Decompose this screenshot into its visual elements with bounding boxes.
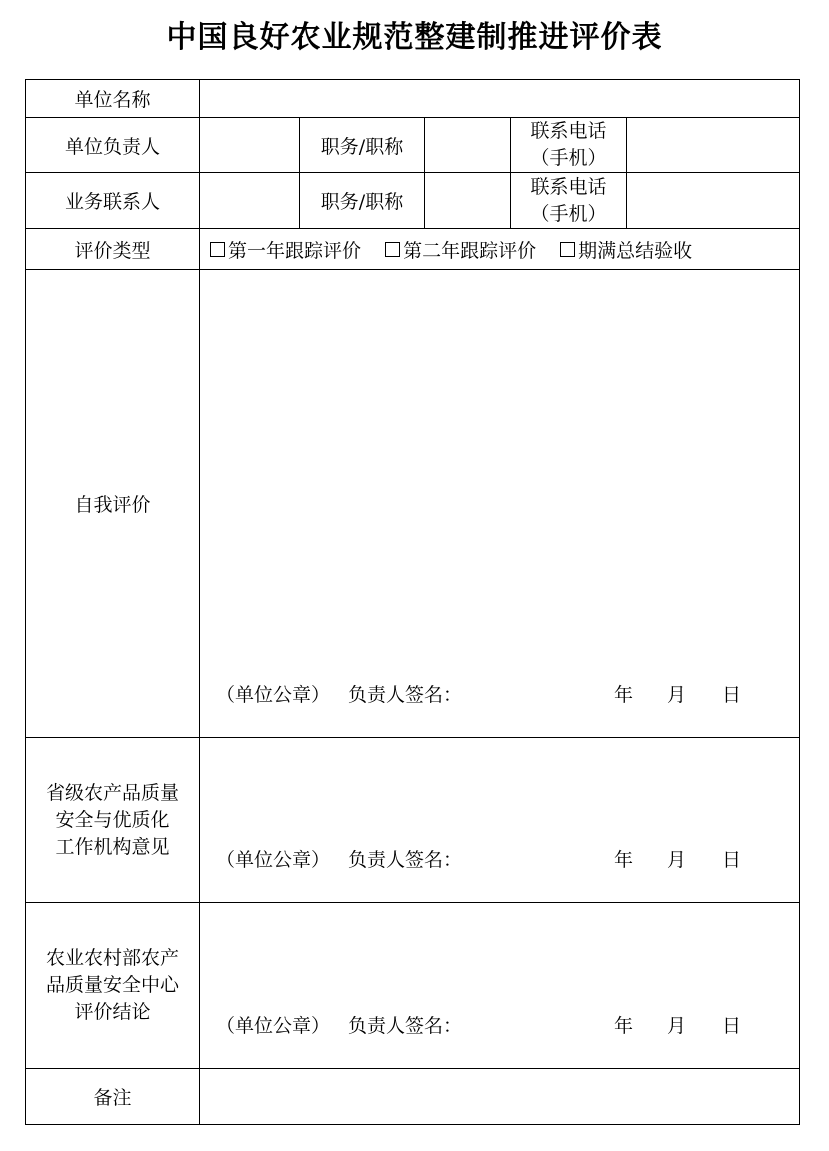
- unit-head-phone-label: [511, 118, 627, 173]
- date-labels: [614, 1011, 741, 1038]
- provincial-opinion-field[interactable]: [200, 738, 800, 903]
- phone-label-line2: （手机）: [530, 202, 607, 225]
- contact-phone-field[interactable]: [627, 173, 800, 229]
- checkbox-first-year[interactable]: [210, 242, 225, 257]
- eval-type-options: [200, 229, 800, 270]
- contact-person-label: 业务联系人: [26, 173, 200, 229]
- row-provincial-opinion: [26, 738, 800, 903]
- signature-line: [216, 1011, 776, 1038]
- unit-head-field[interactable]: [200, 118, 300, 173]
- signature-line: [216, 680, 776, 707]
- option-final-acceptance[interactable]: [560, 236, 692, 263]
- row-ministry-conclusion: [26, 903, 800, 1069]
- provincial-label-line1: 省级农产品质量: [45, 781, 179, 804]
- day-label: 日: [722, 1015, 742, 1037]
- year-label: 年: [614, 684, 634, 706]
- unit-name-field[interactable]: [200, 80, 800, 118]
- year-label: 年: [614, 849, 634, 871]
- unit-name-label: 单位名称: [26, 80, 200, 118]
- ministry-conclusion-label: [26, 903, 200, 1069]
- contact-phone-label: [511, 173, 627, 229]
- contact-position-field[interactable]: [425, 173, 511, 229]
- month-label: 月: [667, 684, 687, 706]
- month-label: 月: [667, 1015, 687, 1037]
- date-labels: [614, 680, 741, 707]
- date-labels: [614, 845, 741, 872]
- contact-person-field[interactable]: [200, 173, 300, 229]
- checkbox-final-acceptance[interactable]: [560, 242, 575, 257]
- contact-position-label: 职务/职称: [300, 173, 425, 229]
- remarks-label: 备注: [26, 1069, 200, 1125]
- signer-label: 负责人签名：: [348, 684, 463, 706]
- ministry-label-line1: 农业农村部农产: [45, 947, 179, 969]
- seal-label: （单位公章）: [216, 684, 331, 706]
- phone-label-line1: 联系电话: [530, 175, 607, 198]
- seal-label: （单位公章）: [216, 1015, 331, 1037]
- ministry-label-line3: 评价结论: [74, 1001, 151, 1023]
- day-label: 日: [722, 684, 742, 706]
- provincial-label-line2: 安全与优质化: [55, 808, 170, 831]
- eval-type-label: 评价类型: [26, 229, 200, 270]
- unit-head-position-label: 职务/职称: [300, 118, 425, 173]
- option-second-year-label: 第二年跟踪评价: [403, 239, 537, 262]
- unit-head-position-field[interactable]: [425, 118, 511, 173]
- day-label: 日: [722, 849, 742, 871]
- signer-label: 负责人签名：: [348, 1015, 463, 1037]
- option-final-acceptance-label: 期满总结验收: [578, 239, 693, 262]
- row-unit-head: [26, 118, 800, 173]
- row-self-eval: [26, 270, 800, 738]
- month-label: 月: [667, 849, 687, 871]
- phone-label-line1: 联系电话: [530, 120, 607, 142]
- self-eval-label: 自我评价: [26, 270, 200, 738]
- seal-label: （单位公章）: [216, 849, 331, 871]
- remarks-field[interactable]: [200, 1069, 800, 1125]
- option-first-year[interactable]: [210, 236, 361, 263]
- option-second-year[interactable]: [385, 236, 536, 263]
- year-label: 年: [614, 1015, 634, 1037]
- ministry-label-line2: 品质量安全中心: [45, 974, 179, 996]
- row-contact-person: [26, 173, 800, 229]
- row-unit-name: [26, 80, 800, 118]
- signer-label: 负责人签名：: [348, 849, 463, 871]
- row-eval-type: [26, 229, 800, 270]
- unit-head-label: 单位负责人: [26, 118, 200, 173]
- self-eval-field[interactable]: [200, 270, 800, 738]
- row-remarks: [26, 1069, 800, 1125]
- unit-head-phone-field[interactable]: [627, 118, 800, 173]
- checkbox-second-year[interactable]: [385, 242, 400, 257]
- phone-label-line2: （手机）: [530, 147, 607, 169]
- signature-line: [216, 845, 776, 872]
- provincial-opinion-label: [26, 738, 200, 903]
- option-first-year-label: 第一年跟踪评价: [228, 239, 362, 262]
- form-title: 中国良好农业规范整建制推进评价表: [166, 20, 663, 55]
- evaluation-table: [25, 79, 800, 1125]
- ministry-conclusion-field[interactable]: [200, 903, 800, 1069]
- provincial-label-line3: 工作机构意见: [55, 835, 170, 858]
